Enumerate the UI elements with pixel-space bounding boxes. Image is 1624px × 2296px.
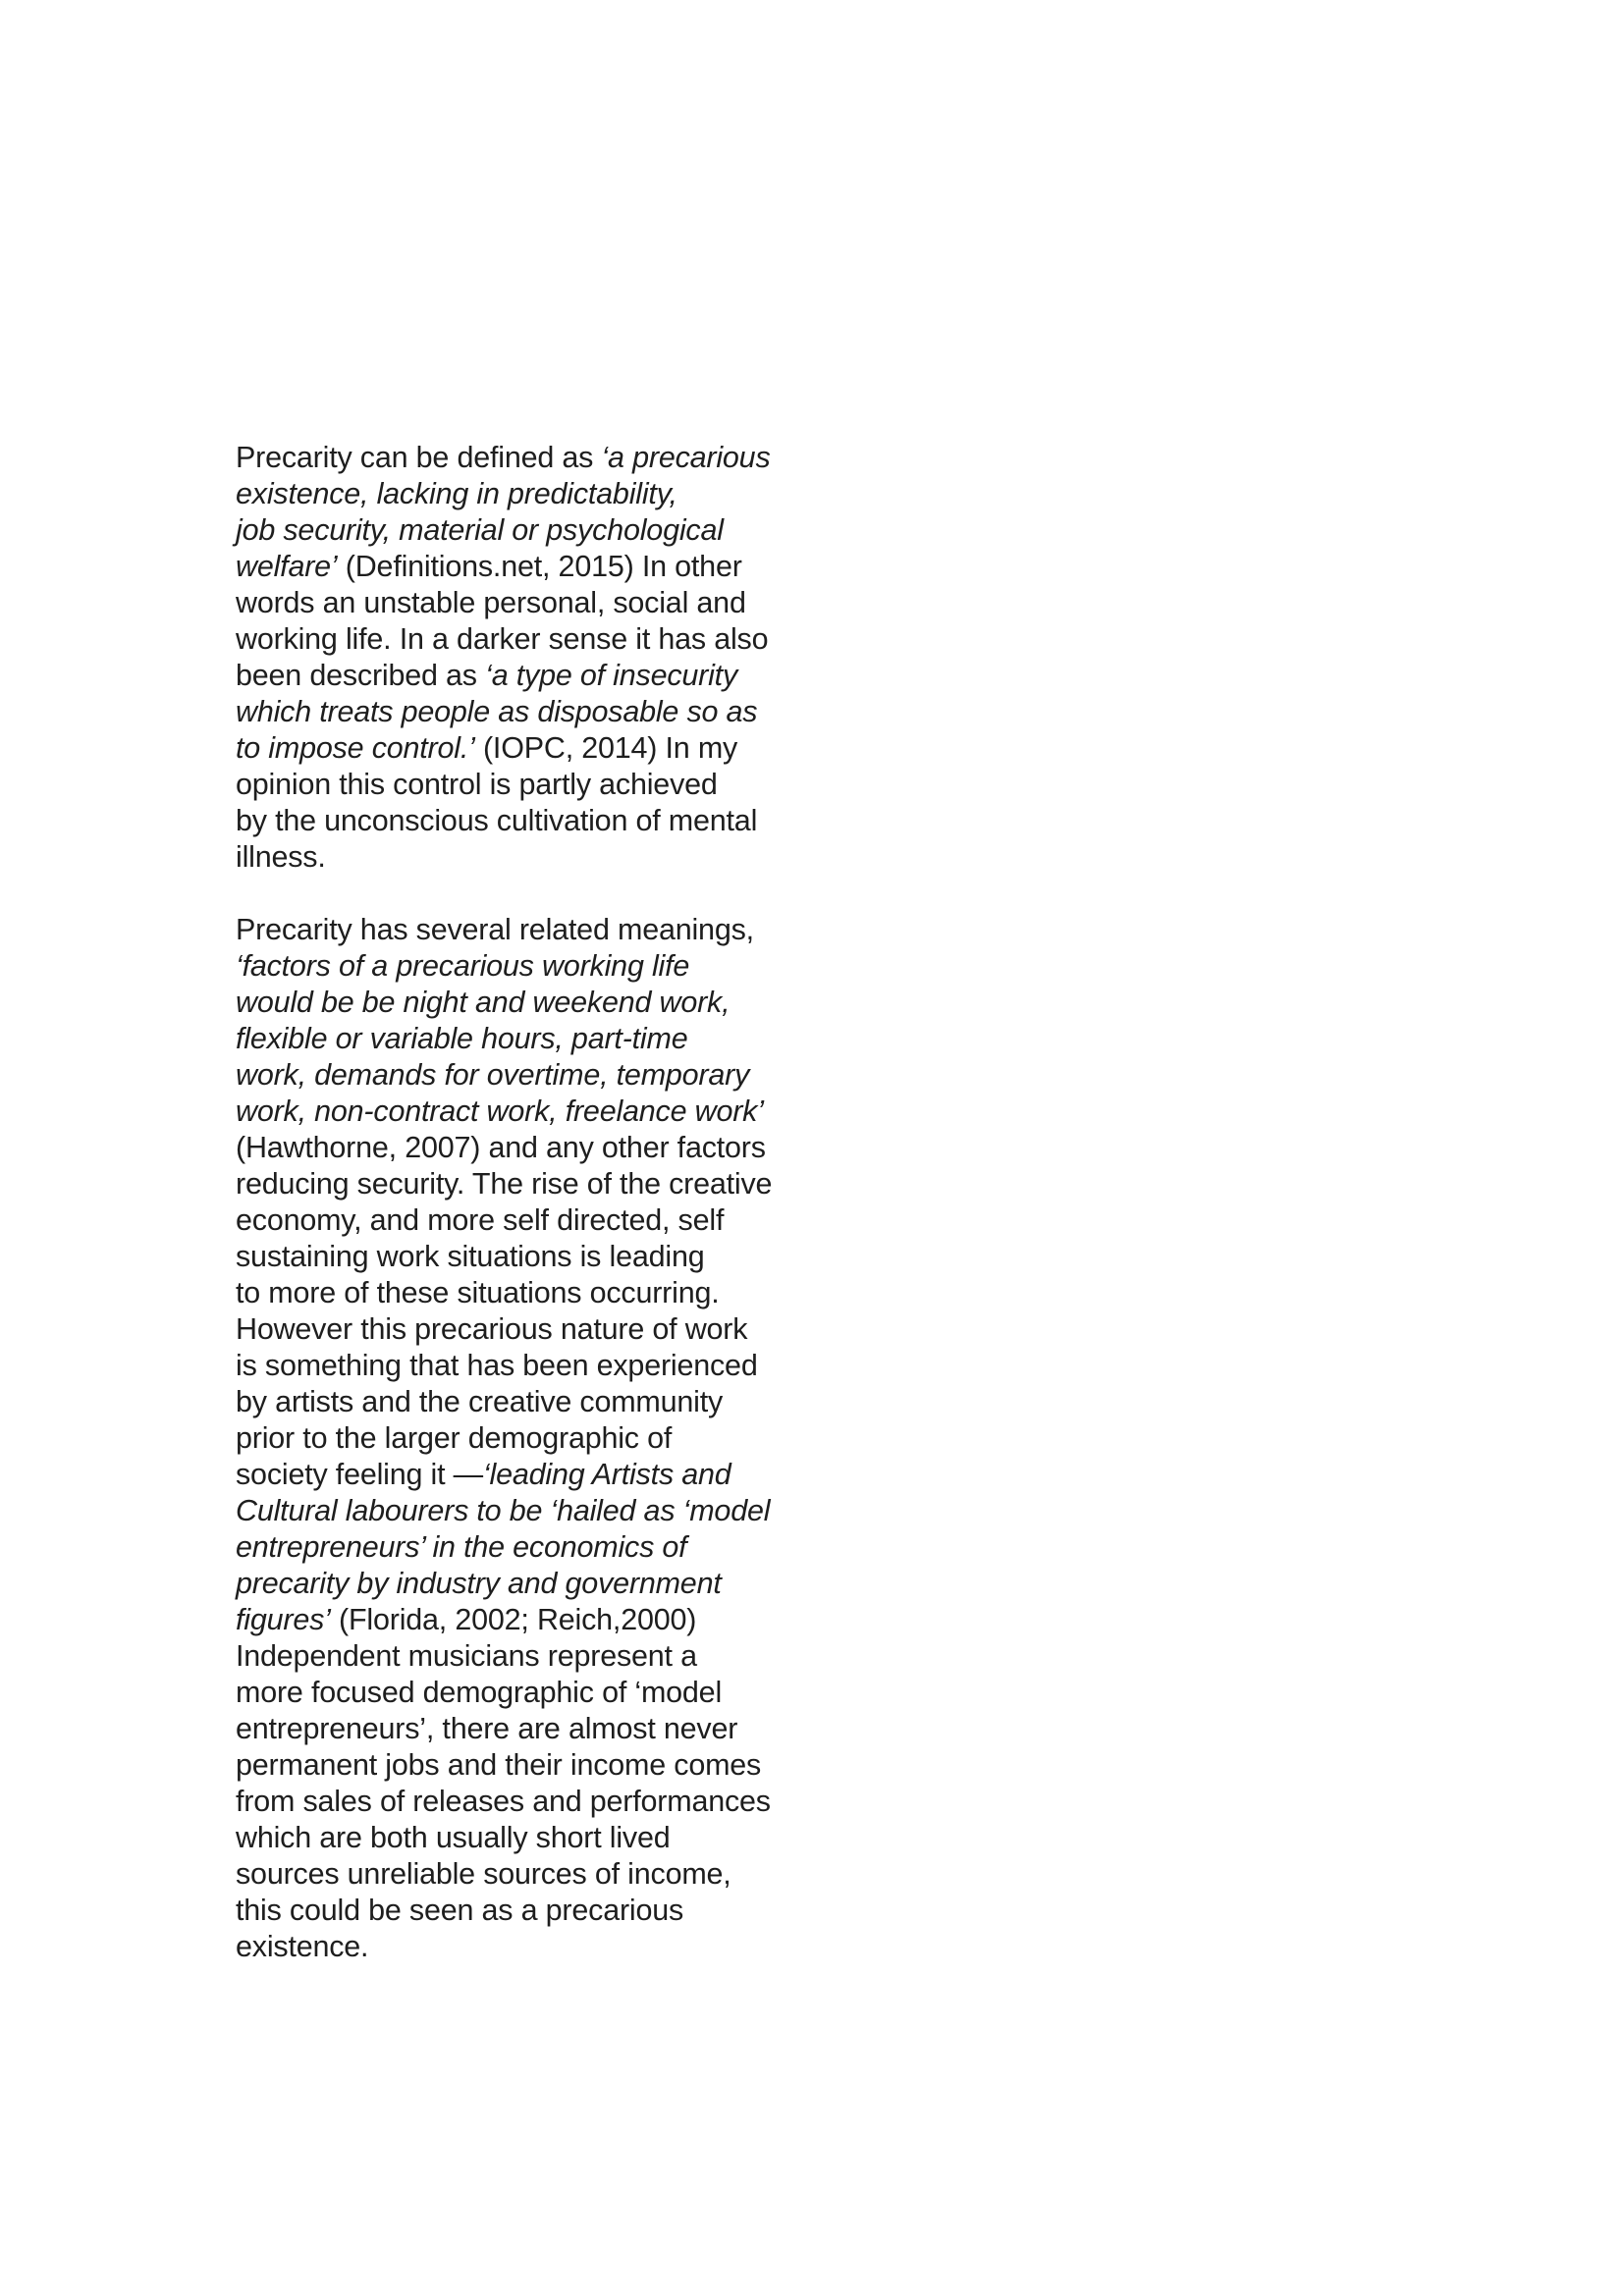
text-line [236,658,825,694]
text-line [236,767,825,803]
quoted-text: figures’ [236,1603,331,1636]
body-text: (Florida, 2002; Reich,2000) [330,1603,697,1636]
text-line [236,1275,825,1311]
paragraph-2 [236,912,825,1965]
body-text: by the unconscious cultivation of mental [236,804,758,837]
text-line [236,549,825,585]
body-text: (Definitions.net, 2015) In other [337,550,742,583]
text-line [236,1057,825,1094]
quoted-text: flexible or variable hours, part-time [236,1022,688,1055]
text-line [236,1493,825,1529]
text-line [236,512,825,549]
text-line [236,1202,825,1239]
text-line [236,1784,825,1820]
body-text: from sales of releases and performances [236,1785,771,1818]
text-line [236,1420,825,1457]
text-line [236,912,825,948]
body-text: Independent musicians represent a [236,1639,697,1673]
body-text: society feeling it — [236,1458,483,1491]
text-line [236,1348,825,1384]
body-text: permanent jobs and their income comes [236,1748,762,1782]
body-text: entrepreneurs’, there are almost never [236,1712,738,1745]
quoted-text: existence, lacking in predictability, [236,477,677,510]
text-line [236,1384,825,1420]
text-line [236,839,825,876]
quoted-text: ‘a precarious [601,441,771,474]
quoted-text: ‘factors of a precarious working life [236,949,690,983]
text-line [236,1711,825,1747]
body-text: by artists and the creative community [236,1385,724,1418]
text-line [236,1130,825,1166]
body-text-column [236,440,825,1965]
body-text: which are both usually short lived [236,1821,671,1854]
text-line [236,1311,825,1348]
body-text: been described as [236,659,486,692]
body-text: more focused demographic of ‘model [236,1676,723,1709]
text-line [236,1747,825,1784]
body-text: (Hawthorne, 2007) and any other factors [236,1131,766,1164]
text-line [236,948,825,985]
text-line [236,621,825,658]
body-text: prior to the larger demographic of [236,1421,673,1455]
quoted-text: ‘a type of insecurity [485,659,738,692]
text-line [236,694,825,730]
quoted-text: work, demands for overtime, temporary [236,1058,750,1092]
quoted-text: welfare’ [236,550,338,583]
body-text: existence. [236,1930,369,1963]
paragraph-1 [236,440,825,876]
quoted-text: job security, material or psychological [236,513,724,547]
body-text: Precarity has several related meanings, [236,913,754,946]
body-text: illness. [236,840,326,874]
text-line [236,1602,825,1638]
body-text: sustaining work situations is leading [236,1240,705,1273]
body-text: reducing security. The rise of the creative [236,1167,773,1201]
paragraph-gap [236,876,825,912]
text-line [236,1529,825,1566]
quoted-text: which treats people as disposable so as [236,695,758,728]
text-line [236,476,825,512]
body-text: economy, and more self directed, self [236,1203,725,1237]
body-text: opinion this control is partly achieved [236,768,718,801]
quoted-text: Cultural labourers to be ‘hailed as ‘model [236,1494,771,1527]
text-line [236,730,825,767]
text-line [236,1675,825,1711]
text-line [236,585,825,621]
text-line [236,1566,825,1602]
body-text: However this precarious nature of work [236,1312,748,1346]
quoted-text: work, non-contract work, freelance work’ [236,1095,764,1128]
body-text: to more of these situations occurring. [236,1276,720,1309]
text-line [236,1929,825,1965]
body-text: Precarity can be defined as [236,441,602,474]
body-text: working life. In a darker sense it has also [236,622,769,656]
quoted-text: ‘leading Artists and [482,1458,731,1491]
text-line [236,1638,825,1675]
quoted-text: precarity by industry and government [236,1567,722,1600]
quoted-text: to impose control.’ [236,731,475,765]
quoted-text: would be be night and weekend work, [236,986,731,1019]
text-line [236,1457,825,1493]
text-line [236,1893,825,1929]
text-line [236,1856,825,1893]
body-text: (IOPC, 2014) In my [474,731,738,765]
text-line [236,1021,825,1057]
body-text: is something that has been experienced [236,1349,758,1382]
text-line [236,440,825,476]
text-line [236,985,825,1021]
text-line [236,1166,825,1202]
text-line [236,1094,825,1130]
body-text: sources unreliable sources of income, [236,1857,731,1891]
body-text: words an unstable personal, social and [236,586,746,619]
text-line [236,1820,825,1856]
text-line [236,1239,825,1275]
text-line [236,803,825,839]
body-text: this could be seen as a precarious [236,1894,684,1927]
quoted-text: entrepreneurs’ in the economics of [236,1530,687,1564]
